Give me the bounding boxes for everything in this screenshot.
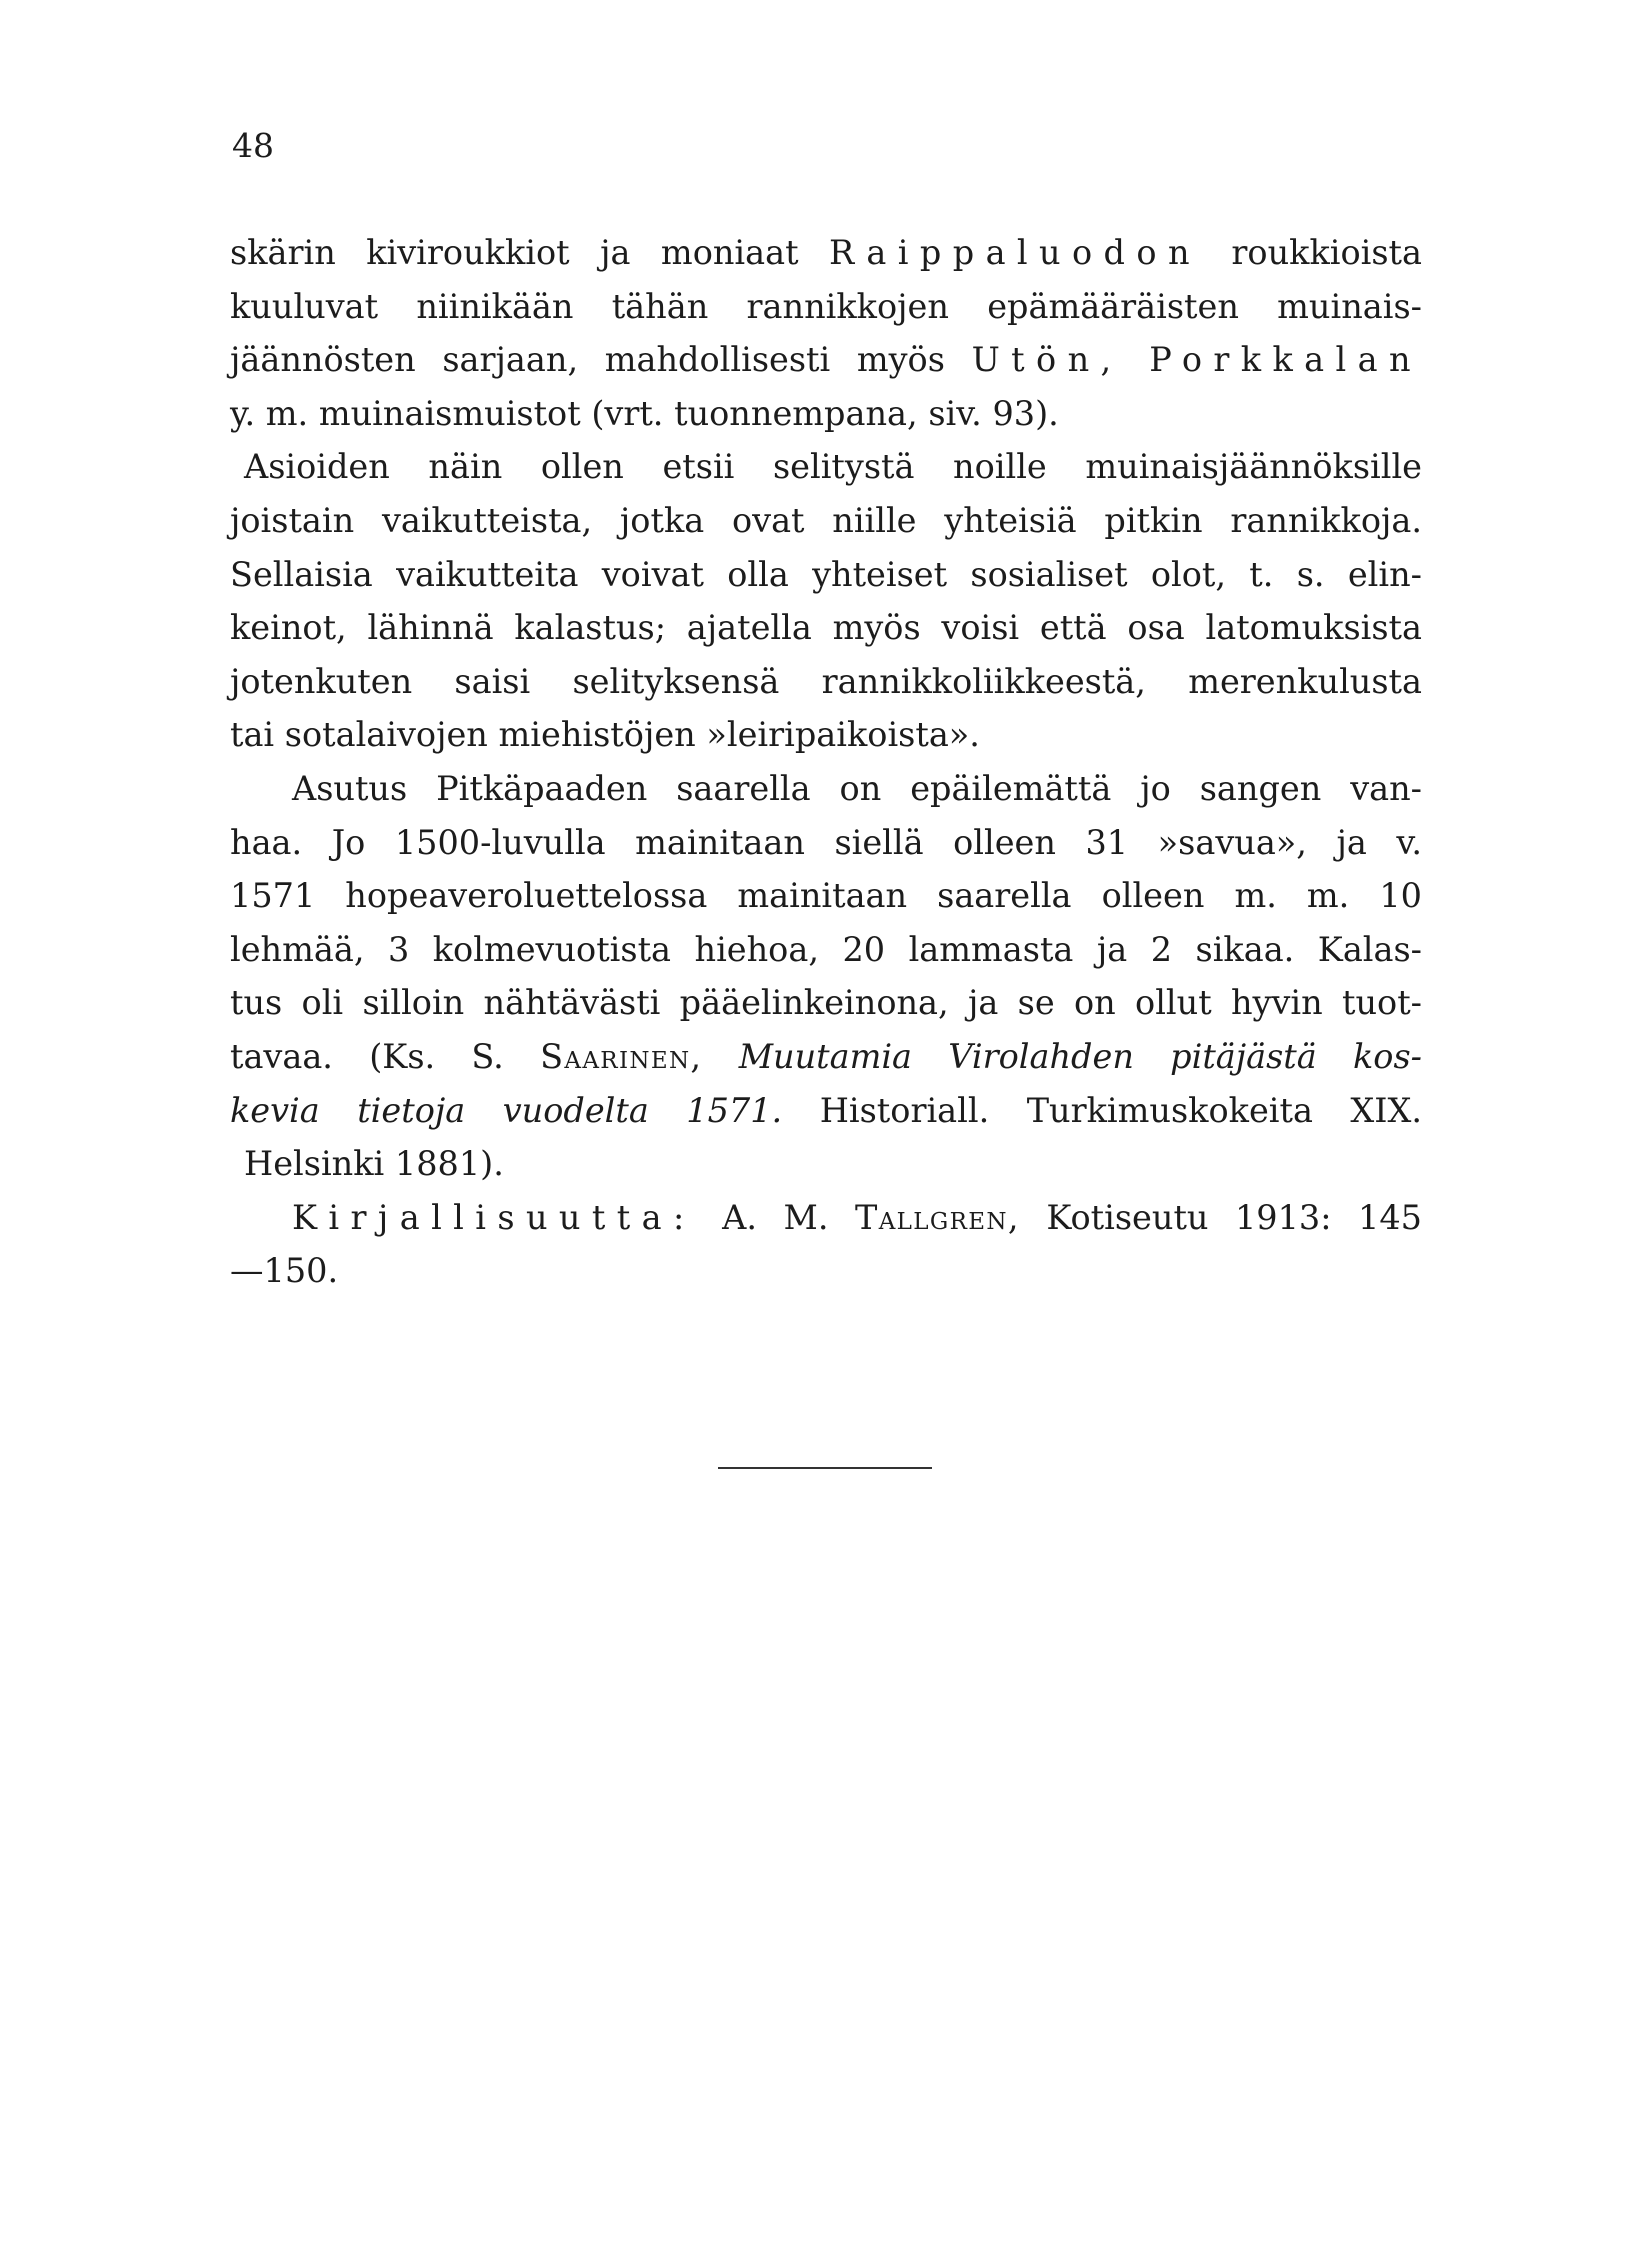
text-line-7: Sellaisia vaikutteita voivat olla yhteiset sosialiset olot, t. s. elin- [230,554,1422,594]
section-divider-rule [718,1467,932,1469]
text-line-2: kuuluvat niinikään tähän rannikkojen epämääräisten muinais- [230,286,1422,326]
text-line-3 [230,333,1422,387]
text-line-11 [230,762,1422,816]
line-16-text: tavaa. (Ks. S. [230,1036,504,1076]
text-line-19 [230,1191,1422,1245]
text-line-18 [230,1137,1422,1191]
text-line-5 [230,440,1422,494]
text-line-1 [230,226,1422,280]
text-line-16 [230,1030,1422,1084]
line-11-text: Asutus Pitkäpaaden saarella on epäilemättä jo sangen van- [292,768,1422,808]
text-line-6: joistain vaikutteista, jotka ovat niille yhteisiä pitkin rannikkoja. [230,500,1422,540]
text-line-14: lehmää, 3 kolmevuotista hiehoa, 20 lammasta ja 2 sikaa. Kalas- [230,929,1422,969]
text-line-20: —150. [230,1251,339,1291]
place-name-porkkalan: Porkkalan [1149,340,1422,380]
book-title-part-2: kevia tietoja vuodelta 1571. [230,1090,783,1130]
line-5-text: Asioiden näin ollen etsii selitystä noille muinaisjäännöksille [244,447,1422,487]
body-text [230,226,1422,1298]
author-initials: A. M. [722,1197,829,1237]
literature-heading: Kirjallisuutta: [292,1197,696,1237]
text-line-15: tus oli silloin nähtävästi pääelinkeinona, ja se on ollut hyvin tuot- [230,983,1422,1023]
author-saarinen: Saarinen, [540,1036,703,1076]
line-1-text: skärin kiviroukkiot ja moniaat [230,233,799,272]
line-1-end: roukkioista [1231,233,1422,272]
line-19-end: Kotiseutu 1913: 145 [1046,1197,1422,1237]
author-tallgren: Tallgren, [855,1197,1020,1237]
line-18-text: Helsinki 1881). [244,1144,504,1184]
text-line-8: keinot, lähinnä kalastus; ajatella myös voisi että osa latomuksista [230,608,1422,648]
text-line-9: jotenkuten saisi selityksensä rannikkoliikkeestä, merenkulusta [230,661,1422,701]
text-line-12: haa. Jo 1500-luvulla mainitaan siellä olleen 31 »savua», ja v. [230,822,1422,862]
book-title-part-1: Muutamia Virolahden pitäjästä kos- [738,1036,1422,1076]
text-line-4: y. m. muinaismuistot (vrt. tuonnempana, siv. 93). [230,393,1059,433]
place-name-raippaluodon: Raippaluodon [829,233,1201,272]
page-number: 48 [232,126,274,165]
place-name-uton: Utön, [971,340,1123,380]
line-3-text: jäännösten sarjaan, mahdollisesti myös [230,340,945,380]
line-17-text: Historiall. Turkimuskokeita XIX. [819,1090,1422,1130]
text-line-13: 1571 hopeaveroluettelossa mainitaan saarella olleen m. m. 10 [230,876,1422,916]
text-line-10: tai sotalaivojen miehistöjen »leiripaikoista». [230,715,980,755]
text-line-17 [230,1084,1422,1138]
